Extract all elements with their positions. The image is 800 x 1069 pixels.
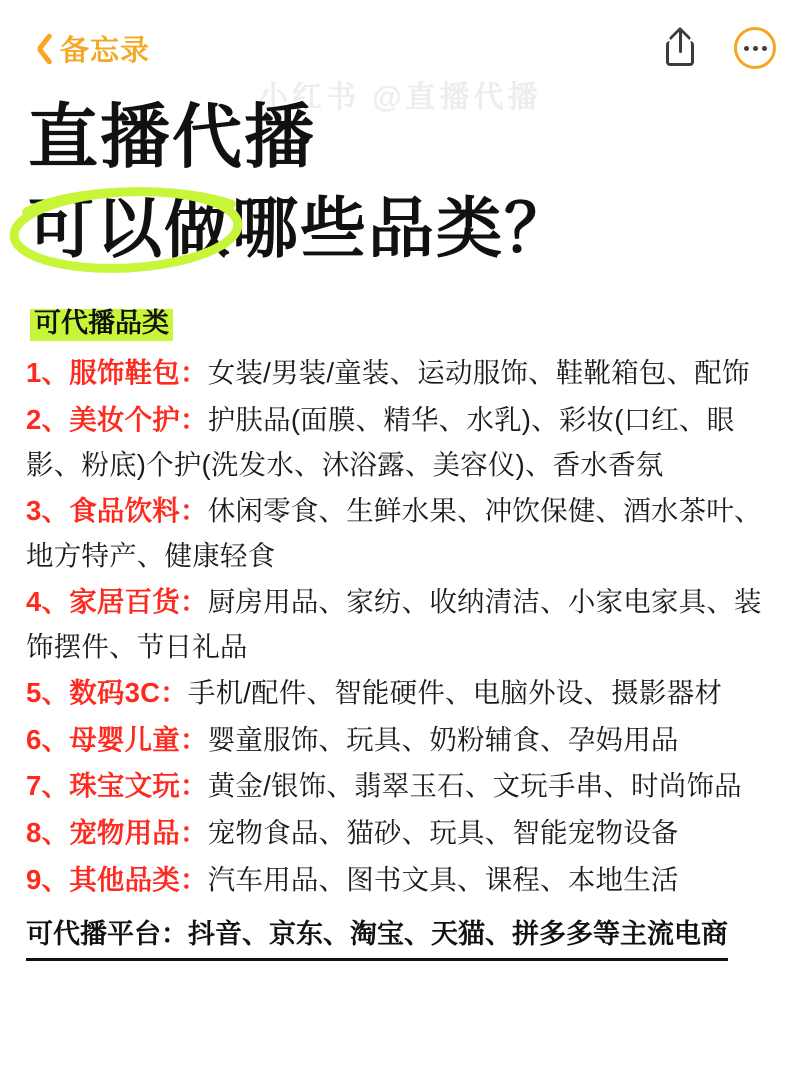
list-item-separator: ： bbox=[180, 357, 208, 389]
list-item-index: 6、 bbox=[26, 723, 70, 755]
platform-footer-note: 可代播平台：抖音、京东、淘宝、天猫、拼多多等主流电商 bbox=[26, 914, 728, 961]
list-item-detail: 手机/配件、智能硬件、电脑外设、摄影器材 bbox=[187, 677, 723, 709]
list-item bbox=[26, 764, 774, 809]
more-dot bbox=[753, 46, 758, 51]
page-title-line1: 直播代播 bbox=[28, 98, 316, 176]
list-item-category: 珠宝文玩 bbox=[69, 770, 181, 802]
list-item-separator: ： bbox=[180, 863, 208, 895]
more-dot bbox=[744, 46, 749, 51]
topbar-actions bbox=[664, 27, 776, 69]
back-button-label: 备忘录 bbox=[60, 34, 151, 67]
list-item-category: 服饰鞋包 bbox=[69, 357, 181, 389]
list-item-separator: ： bbox=[180, 586, 208, 618]
list-item-separator: ： bbox=[180, 495, 208, 527]
more-ellipsis-icon[interactable] bbox=[734, 27, 776, 69]
list-item bbox=[26, 671, 774, 716]
list-item-separator: ： bbox=[180, 723, 208, 755]
list-item-detail: 婴童服饰、玩具、奶粉辅食、孕妈用品 bbox=[207, 723, 679, 755]
chevron-left-icon bbox=[24, 28, 50, 68]
note-title-block bbox=[0, 96, 800, 269]
list-item-index: 5、 bbox=[26, 677, 70, 709]
list-item-index: 1、 bbox=[26, 357, 70, 389]
list-item-detail: 汽车用品、图书文具、课程、本地生活 bbox=[207, 863, 679, 895]
list-item-separator: ： bbox=[180, 404, 208, 436]
back-button[interactable] bbox=[24, 28, 150, 69]
list-item-category: 宠物用品 bbox=[69, 816, 181, 848]
list-item-detail: 宠物食品、猫砂、玩具、智能宠物设备 bbox=[207, 816, 679, 848]
list-item bbox=[26, 489, 774, 578]
list-item bbox=[26, 858, 774, 903]
list-item bbox=[26, 718, 774, 763]
list-item-index: 8、 bbox=[26, 816, 70, 848]
list-item bbox=[26, 811, 774, 856]
list-item-detail: 黄金/银饰、翡翠玉石、文玩手串、时尚饰品 bbox=[207, 770, 742, 802]
list-item-index: 4、 bbox=[26, 586, 70, 618]
list-item-category: 家居百货 bbox=[69, 586, 181, 618]
list-item-category: 母婴儿童 bbox=[69, 723, 181, 755]
list-item-category: 美妆个护 bbox=[69, 404, 181, 436]
list-item-index: 7、 bbox=[26, 770, 70, 802]
list-item-detail: 护肤品(面膜、精华、水乳)、彩妆(口红、眼影、粉底)个护(洗发水、沐浴露、美容仪)、香水香氛 bbox=[26, 404, 735, 480]
page-title-line2: 可以做哪些品类？ bbox=[28, 190, 572, 265]
list-item-separator: ： bbox=[180, 816, 208, 848]
more-dot bbox=[762, 46, 767, 51]
list-item bbox=[26, 580, 774, 669]
list-item-category: 其他品类 bbox=[69, 863, 181, 895]
list-item-separator: ： bbox=[160, 677, 188, 709]
list-item bbox=[26, 398, 774, 487]
list-item-separator: ： bbox=[180, 770, 208, 802]
list-item-category: 数码3C bbox=[69, 677, 161, 709]
list-item bbox=[26, 351, 774, 396]
list-item-index: 9、 bbox=[26, 863, 70, 895]
category-list bbox=[0, 351, 800, 902]
list-item-index: 2、 bbox=[26, 404, 70, 436]
list-item-category: 食品饮料 bbox=[69, 495, 181, 527]
watermark-text: 小红书 @直播代播 bbox=[258, 81, 542, 114]
list-item-index: 3、 bbox=[26, 495, 70, 527]
share-icon[interactable] bbox=[664, 27, 698, 69]
list-item-detail: 休闲零食、生鲜水果、冲饮保健、酒水茶叶、地方特产、健康轻食 bbox=[26, 495, 762, 571]
section-heading: 可代播品类 bbox=[30, 307, 173, 341]
list-item-detail: 女装/男装/童装、运动服饰、鞋靴箱包、配饰 bbox=[207, 357, 750, 389]
list-item-detail: 厨房用品、家纺、收纳清洁、小家电家具、装饰摆件、节日礼品 bbox=[26, 586, 762, 662]
